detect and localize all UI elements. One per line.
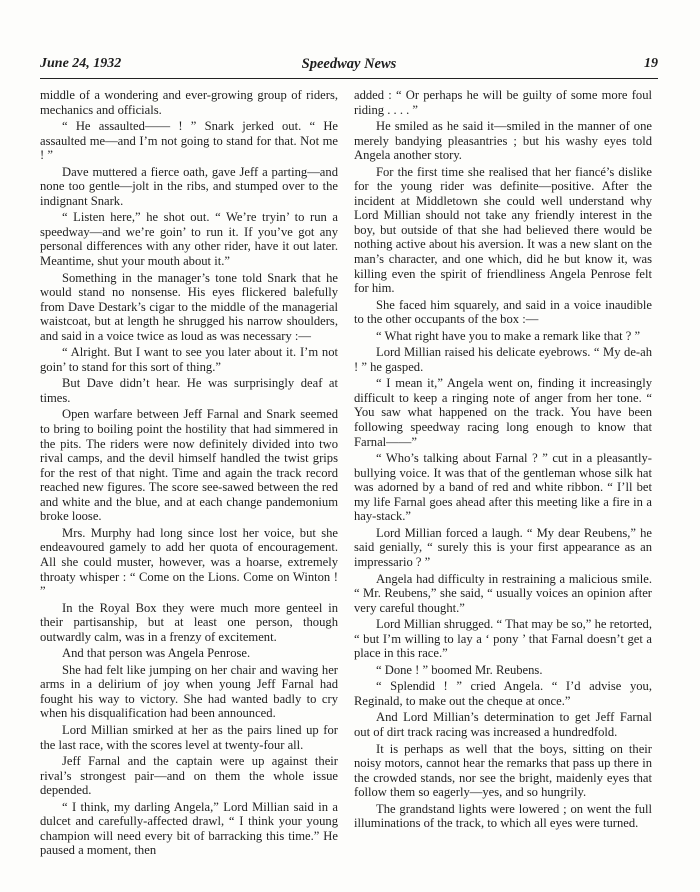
paragraph: And Lord Millian’s determination to get Jeff Farnal out of dirt track racing was increased a hundredfold. bbox=[354, 710, 652, 739]
paragraph: The grandstand lights were lowered ; on went the full illuminations of the track, to which all eyes were turned. bbox=[354, 801, 652, 831]
paragraph: added : “ Or perhaps he will be guilty of some more foul riding . . . . ” bbox=[354, 88, 652, 117]
publication-title: Speedway News bbox=[301, 56, 397, 72]
paragraph: “ What right have you to make a remark like that ? ” bbox=[376, 328, 641, 343]
paragraph: “ I mean it,” Angela went on, finding it increasingly difficult to keep a ringing note of anger from her tone. “ You saw what happened on the track. You have been following speedway racing long enough to know that Farnal——” bbox=[354, 376, 652, 449]
paragraph: Lord Millian smirked at her as the pairs lined up for the last race, with the scores level at twenty-four all. bbox=[40, 722, 338, 752]
page-header bbox=[40, 52, 658, 79]
paragraph: “ I think, my darling Angela,” Lord Millian said in a dulcet and carefully-affected drawl, “ I think your young champion will need every bit of barracking this time.” He paused a moment, then bbox=[40, 799, 338, 858]
paragraph: Mrs. Murphy had long since lost her voice, but she endeavoured gamely to add her quota of encouragement. All she could muster, however, was a hoarse, extremely throaty whisper : “ Come on the Lions. Come on Winton ! ” bbox=[40, 525, 338, 599]
page-number: 19 bbox=[644, 56, 658, 71]
paragraph: “ Who’s talking about Farnal ? ” cut in a pleasantly-bullying voice. It was that of the gentleman whose silk hat was adorned by a band of red and white ribbon. “ I’ll bet my life Farnal goes ahead after this meeting like a fire in a hay-stack.” bbox=[354, 451, 652, 524]
paragraph: “ Alright. But I want to see you later about it. I’m not goin’ to stand for this sort of thing.” bbox=[40, 345, 338, 374]
paragraph: Angela had difficulty in restraining a malicious smile. “ Mr. Reubens,” she said, “ usually voices an opinion after very careful thought.” bbox=[354, 571, 652, 615]
paragraph: For the first time she realised that her fiancé’s dislike for the young rider was definite—positive. After the incident at Middletown she could well understand why Lord Millian should not take any friendly interest in the boy, but outside of that she had believed there would be nothing active about his aversion. It was a new slant on the man’s character, and one which, did he but know it, was killing even the spirit of friendliness Angela Penrose felt for him. bbox=[354, 164, 652, 296]
paragraph: Lord Millian shrugged. “ That may be so,” he retorted, “ but I’m willing to lay a ‘ pony ’ that Farnal doesn’t get a place in this race.” bbox=[354, 617, 652, 661]
paragraph: He smiled as he said it—smiled in the manner of one merely bandying pleasantries ; but his washy eyes told Angela another story. bbox=[354, 119, 652, 163]
paragraph: Open warfare between Jeff Farnal and Snark seemed to bring to boiling point the hostility that had simmered in the pits. The riders were now definitely divided into two rival camps, and the devil himself handled the twist grips for the rest of that night. Time and again the track record reached new figures. The score see-sawed between the red and white and the blue, and at each change pandemonium broke loose. bbox=[40, 407, 338, 524]
paragraph: Dave muttered a fierce oath, gave Jeff a parting—and none too gentle—jolt in the ribs, and stumped over to the indignant Snark. bbox=[40, 164, 338, 208]
paragraph: In the Royal Box they were much more genteel in their partisanship, but at least one person, though outwardly calm, was in a frenzy of excitement. bbox=[40, 600, 338, 644]
issue-date: June 24, 1932 bbox=[40, 56, 122, 71]
paragraph: “ Listen here,” he shot out. “ We’re tryin’ to run a speedway—and we’re goin’ to run it. If you’ve got any personal differences with any other rider, have it out later. Meantime, shut your mouth about it.” bbox=[40, 210, 338, 269]
paragraph: “ Done ! ” boomed Mr. Reubens. bbox=[376, 662, 543, 677]
paragraph: middle of a wondering and ever-growing group of riders, mechanics and officials. bbox=[40, 88, 338, 117]
paragraph: And that person was Angela Penrose. bbox=[62, 646, 251, 661]
paragraph: Lord Millian raised his delicate eyebrows. “ My de-ah ! ” he gasped. bbox=[354, 345, 652, 374]
paragraph: Something in the manager’s tone told Snark that he would stand no nonsense. His eyes flickered balefully from Dave Destark’s cigar to the middle of the managerial waistcoat, but at length he shrugged his narrow shoulders, and said in a voice twice as loud as was necessary :— bbox=[40, 270, 338, 343]
right-column bbox=[354, 88, 652, 833]
paragraph: “ He assaulted—— ! ” Snark jerked out. “ He assaulted me—and I’m not going to stand for that. Not me ! ” bbox=[40, 119, 338, 163]
paragraph: Lord Millian forced a laugh. “ My dear Reubens,” he said genially, “ surely this is your first appearance as an impressario ? ” bbox=[354, 525, 652, 569]
paragraph: It is perhaps as well that the boys, sitting on their noisy motors, cannot hear the remarks that pass up there in the crowded stands, nor see the bright, maidenly eyes that follow them so eagerly—yes, and so hungrily. bbox=[354, 741, 652, 800]
paragraph: Jeff Farnal and the captain were up against their rival’s strongest pair—and on them the whole issue depended. bbox=[40, 754, 338, 798]
paragraph: But Dave didn’t hear. He was surprisingly deaf at times. bbox=[40, 376, 338, 405]
paragraph: She had felt like jumping on her chair and waving her arms in a delirium of joy when young Jeff Farnal had fought his way to victory. She had wanted badly to cry when his disqualification had been announced. bbox=[40, 662, 338, 721]
left-column bbox=[40, 88, 338, 860]
paragraph: She faced him squarely, and said in a voice inaudible to the other occupants of the box :— bbox=[354, 297, 652, 327]
paragraph: “ Splendid ! ” cried Angela. “ I’d advise you, Reginald, to make out the cheque at once.” bbox=[354, 679, 652, 708]
